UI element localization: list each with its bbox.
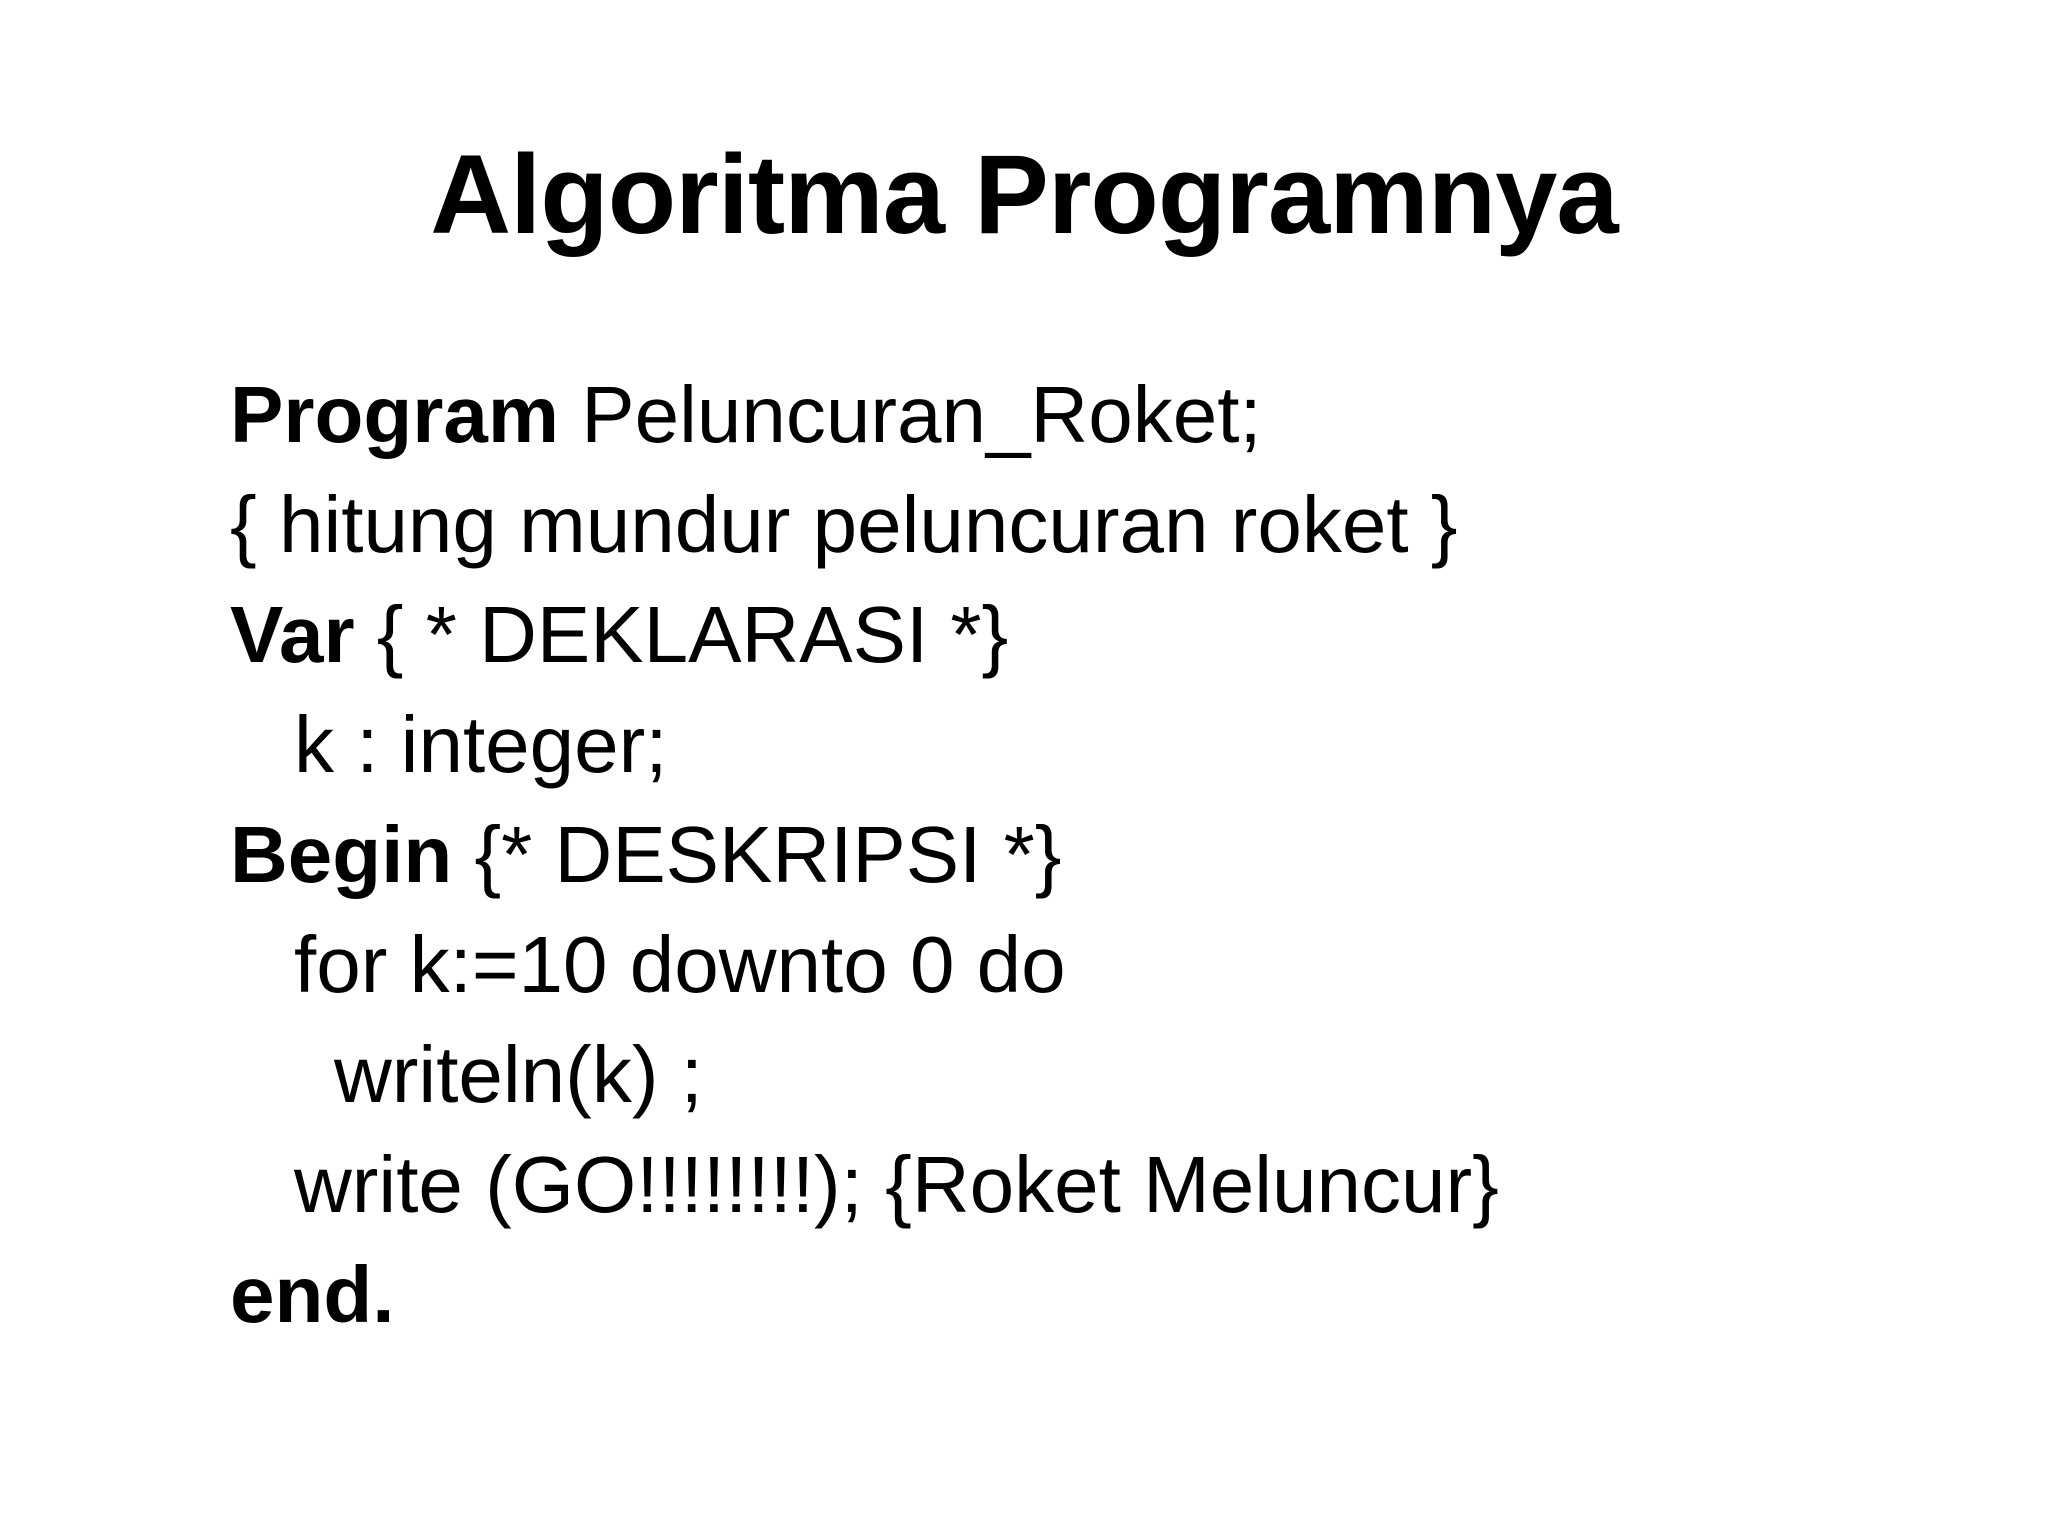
var-comment: { * DEKLARASI *} bbox=[354, 590, 1009, 679]
write-text: write (GO!!!!!!!!); {Roket Meluncur} bbox=[294, 1140, 1499, 1229]
program-name: Peluncuran_Roket; bbox=[558, 370, 1262, 459]
begin-comment: {* DESKRIPSI *} bbox=[452, 810, 1062, 899]
for-loop-text: for k:=10 downto 0 do bbox=[294, 920, 1066, 1009]
code-line-write bbox=[230, 1130, 1930, 1240]
code-line-end bbox=[230, 1240, 1930, 1350]
code-block bbox=[230, 360, 1930, 1350]
code-line-var bbox=[230, 580, 1930, 690]
code-line-for-loop bbox=[230, 910, 1930, 1020]
keyword-var: Var bbox=[230, 590, 355, 679]
keyword-end: end. bbox=[230, 1250, 395, 1339]
slide-title: Algoritma Programnya bbox=[430, 132, 1618, 257]
comment-text: { hitung mundur peluncuran roket } bbox=[230, 480, 1458, 569]
declaration-text: k : integer; bbox=[294, 700, 668, 789]
keyword-begin: Begin bbox=[230, 810, 453, 899]
code-line-comment bbox=[230, 470, 1930, 580]
writeln-text: writeln(k) ; bbox=[334, 1030, 703, 1119]
code-line-begin bbox=[230, 800, 1930, 910]
keyword-program: Program bbox=[230, 370, 559, 459]
code-line-writeln bbox=[230, 1020, 1930, 1130]
code-line-declaration bbox=[230, 690, 1930, 800]
code-line-program bbox=[230, 360, 1930, 470]
